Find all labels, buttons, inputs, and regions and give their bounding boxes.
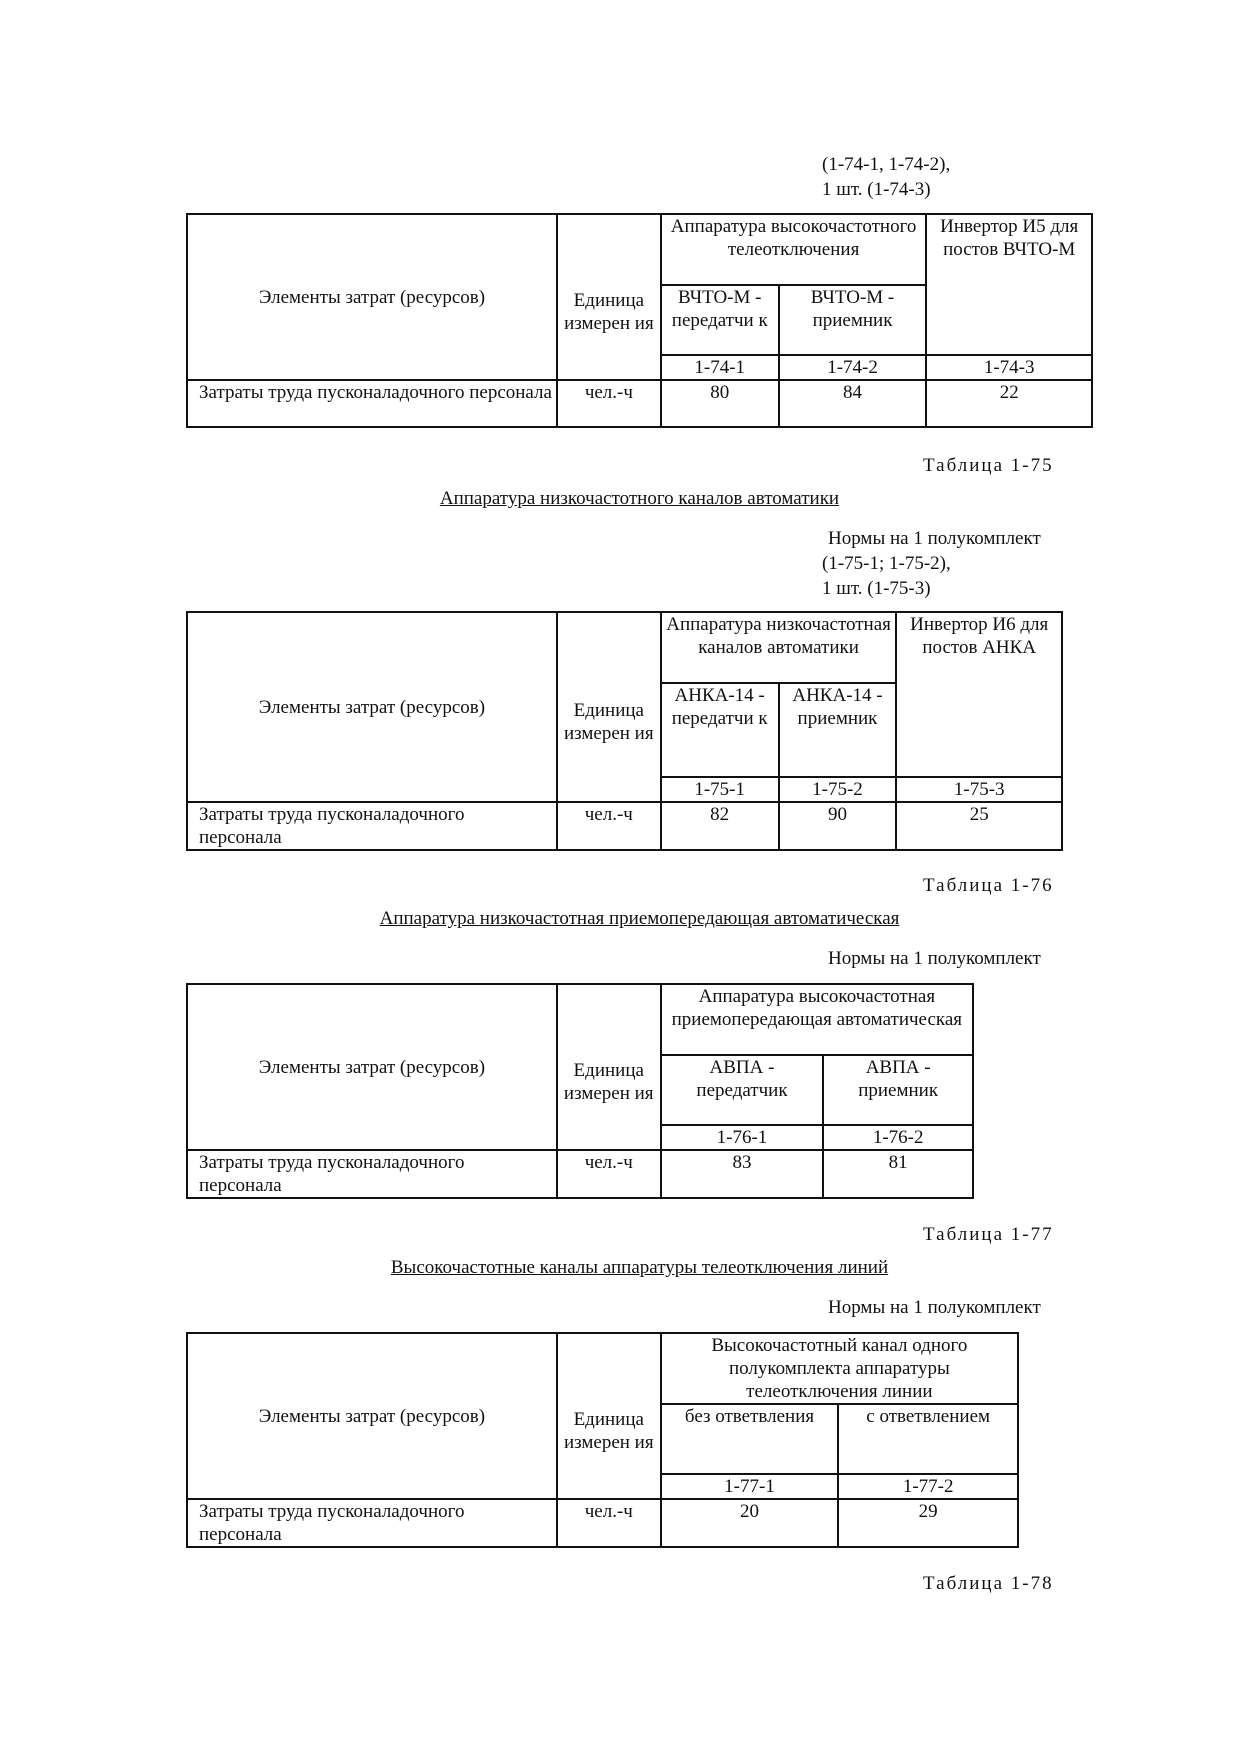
value-cell: 81 [823,1150,973,1198]
code-cell: 1-74-2 [779,355,927,380]
header-unit: Единица измерен ия [557,214,661,380]
table-row [187,1150,973,1198]
header-unit: Единица измерен ия [557,1333,661,1499]
code-cell: 1-74-3 [926,355,1092,380]
code-cell: 1-77-1 [661,1474,839,1499]
table-label: Таблица 1-75 [923,455,1054,476]
value-cell: 80 [661,380,779,427]
norms-line-3: 1 шт. (1-75-3) [822,578,931,599]
header-sub-transmitter: АНКА-14 - передатчи к [661,683,779,777]
value-cell: 84 [779,380,927,427]
table-row [187,802,1062,850]
row-unit: чел.-ч [557,1150,661,1198]
code-cell: 1-75-1 [661,777,779,802]
code-cell: 1-74-1 [661,355,779,380]
header-group: Аппаратура низкочастотная каналов автоматики [661,612,897,683]
code-cell: 1-76-1 [661,1125,824,1150]
header-sub-branch: с ответвлением [838,1404,1018,1474]
table-caption: Аппаратура низкочастотного каналов автоматики [439,488,840,509]
header-group: Аппаратура высокочастотного телеотключения [661,214,927,285]
table-label: Таблица 1-77 [923,1224,1054,1245]
header-sub-receiver: ВЧТО-М - приемник [779,285,927,355]
value-cell: 25 [896,802,1062,850]
value-cell: 82 [661,802,779,850]
value-cell: 22 [926,380,1092,427]
row-unit: чел.-ч [557,802,661,850]
header-group: Аппаратура высокочастотная приемопередающая автоматическая [661,984,973,1055]
row-label: Затраты труда пусконаладочного персонала [187,802,557,850]
row-unit: чел.-ч [557,1499,661,1547]
code-cell: 1-75-2 [779,777,897,802]
table-1-74 [186,213,1093,428]
table-1-77 [186,1332,1019,1548]
row-label: Затраты труда пусконаладочного персонала [187,1499,557,1547]
code-cell: 1-77-2 [838,1474,1018,1499]
code-cell: 1-75-3 [896,777,1062,802]
header-sub-no-branch: без ответвления [661,1404,839,1474]
table-row [187,1499,1018,1547]
row-label: Затраты труда пусконаладочного персонала [187,380,557,427]
table-caption: Высокочастотные каналы аппаратуры телеотключения линий [390,1257,889,1278]
norms-line-2: (1-75-1; 1-75-2), [822,553,951,574]
header-sub-receiver: АВПА - приемник [823,1055,973,1125]
norms-line: Нормы на 1 полукомплект [828,1297,1041,1318]
header-unit: Единица измерен ия [557,612,661,802]
value-cell: 20 [661,1499,839,1547]
table-1-75 [186,611,1063,851]
table-label: Таблица 1-78 [923,1573,1054,1594]
header-sub-transmitter: ВЧТО-М - передатчи к [661,285,779,355]
table-caption: Аппаратура низкочастотная приемопередающая автоматическая [379,908,900,929]
table-1-76 [186,983,974,1199]
header-elements: Элементы затрат (ресурсов) [187,214,557,380]
value-cell: 90 [779,802,897,850]
table-row [187,380,1092,427]
norms-line-1: Нормы на 1 полукомплект [828,528,1041,549]
value-cell: 83 [661,1150,824,1198]
header-inverter: Инвертор И5 для постов ВЧТО-М [926,214,1092,355]
header-elements: Элементы затрат (ресурсов) [187,984,557,1150]
row-unit: чел.-ч [557,380,661,427]
header-sub-transmitter: АВПА - передатчик [661,1055,824,1125]
header-group: Высокочастотный канал одного полукомплекта аппаратуры телеотключения линии [661,1333,1018,1404]
header-elements: Элементы затрат (ресурсов) [187,612,557,802]
header-sub-receiver: АНКА-14 - приемник [779,683,897,777]
norms-line-1: (1-74-1, 1-74-2), [822,154,951,175]
row-label: Затраты труда пусконаладочного персонала [187,1150,557,1198]
header-elements: Элементы затрат (ресурсов) [187,1333,557,1499]
norms-line-2: 1 шт. (1-74-3) [822,179,931,200]
norms-line: Нормы на 1 полукомплект [828,948,1041,969]
header-inverter: Инвертор И6 для постов АНКА [896,612,1062,777]
table-label: Таблица 1-76 [923,875,1054,896]
header-unit: Единица измерен ия [557,984,661,1150]
value-cell: 29 [838,1499,1018,1547]
code-cell: 1-76-2 [823,1125,973,1150]
